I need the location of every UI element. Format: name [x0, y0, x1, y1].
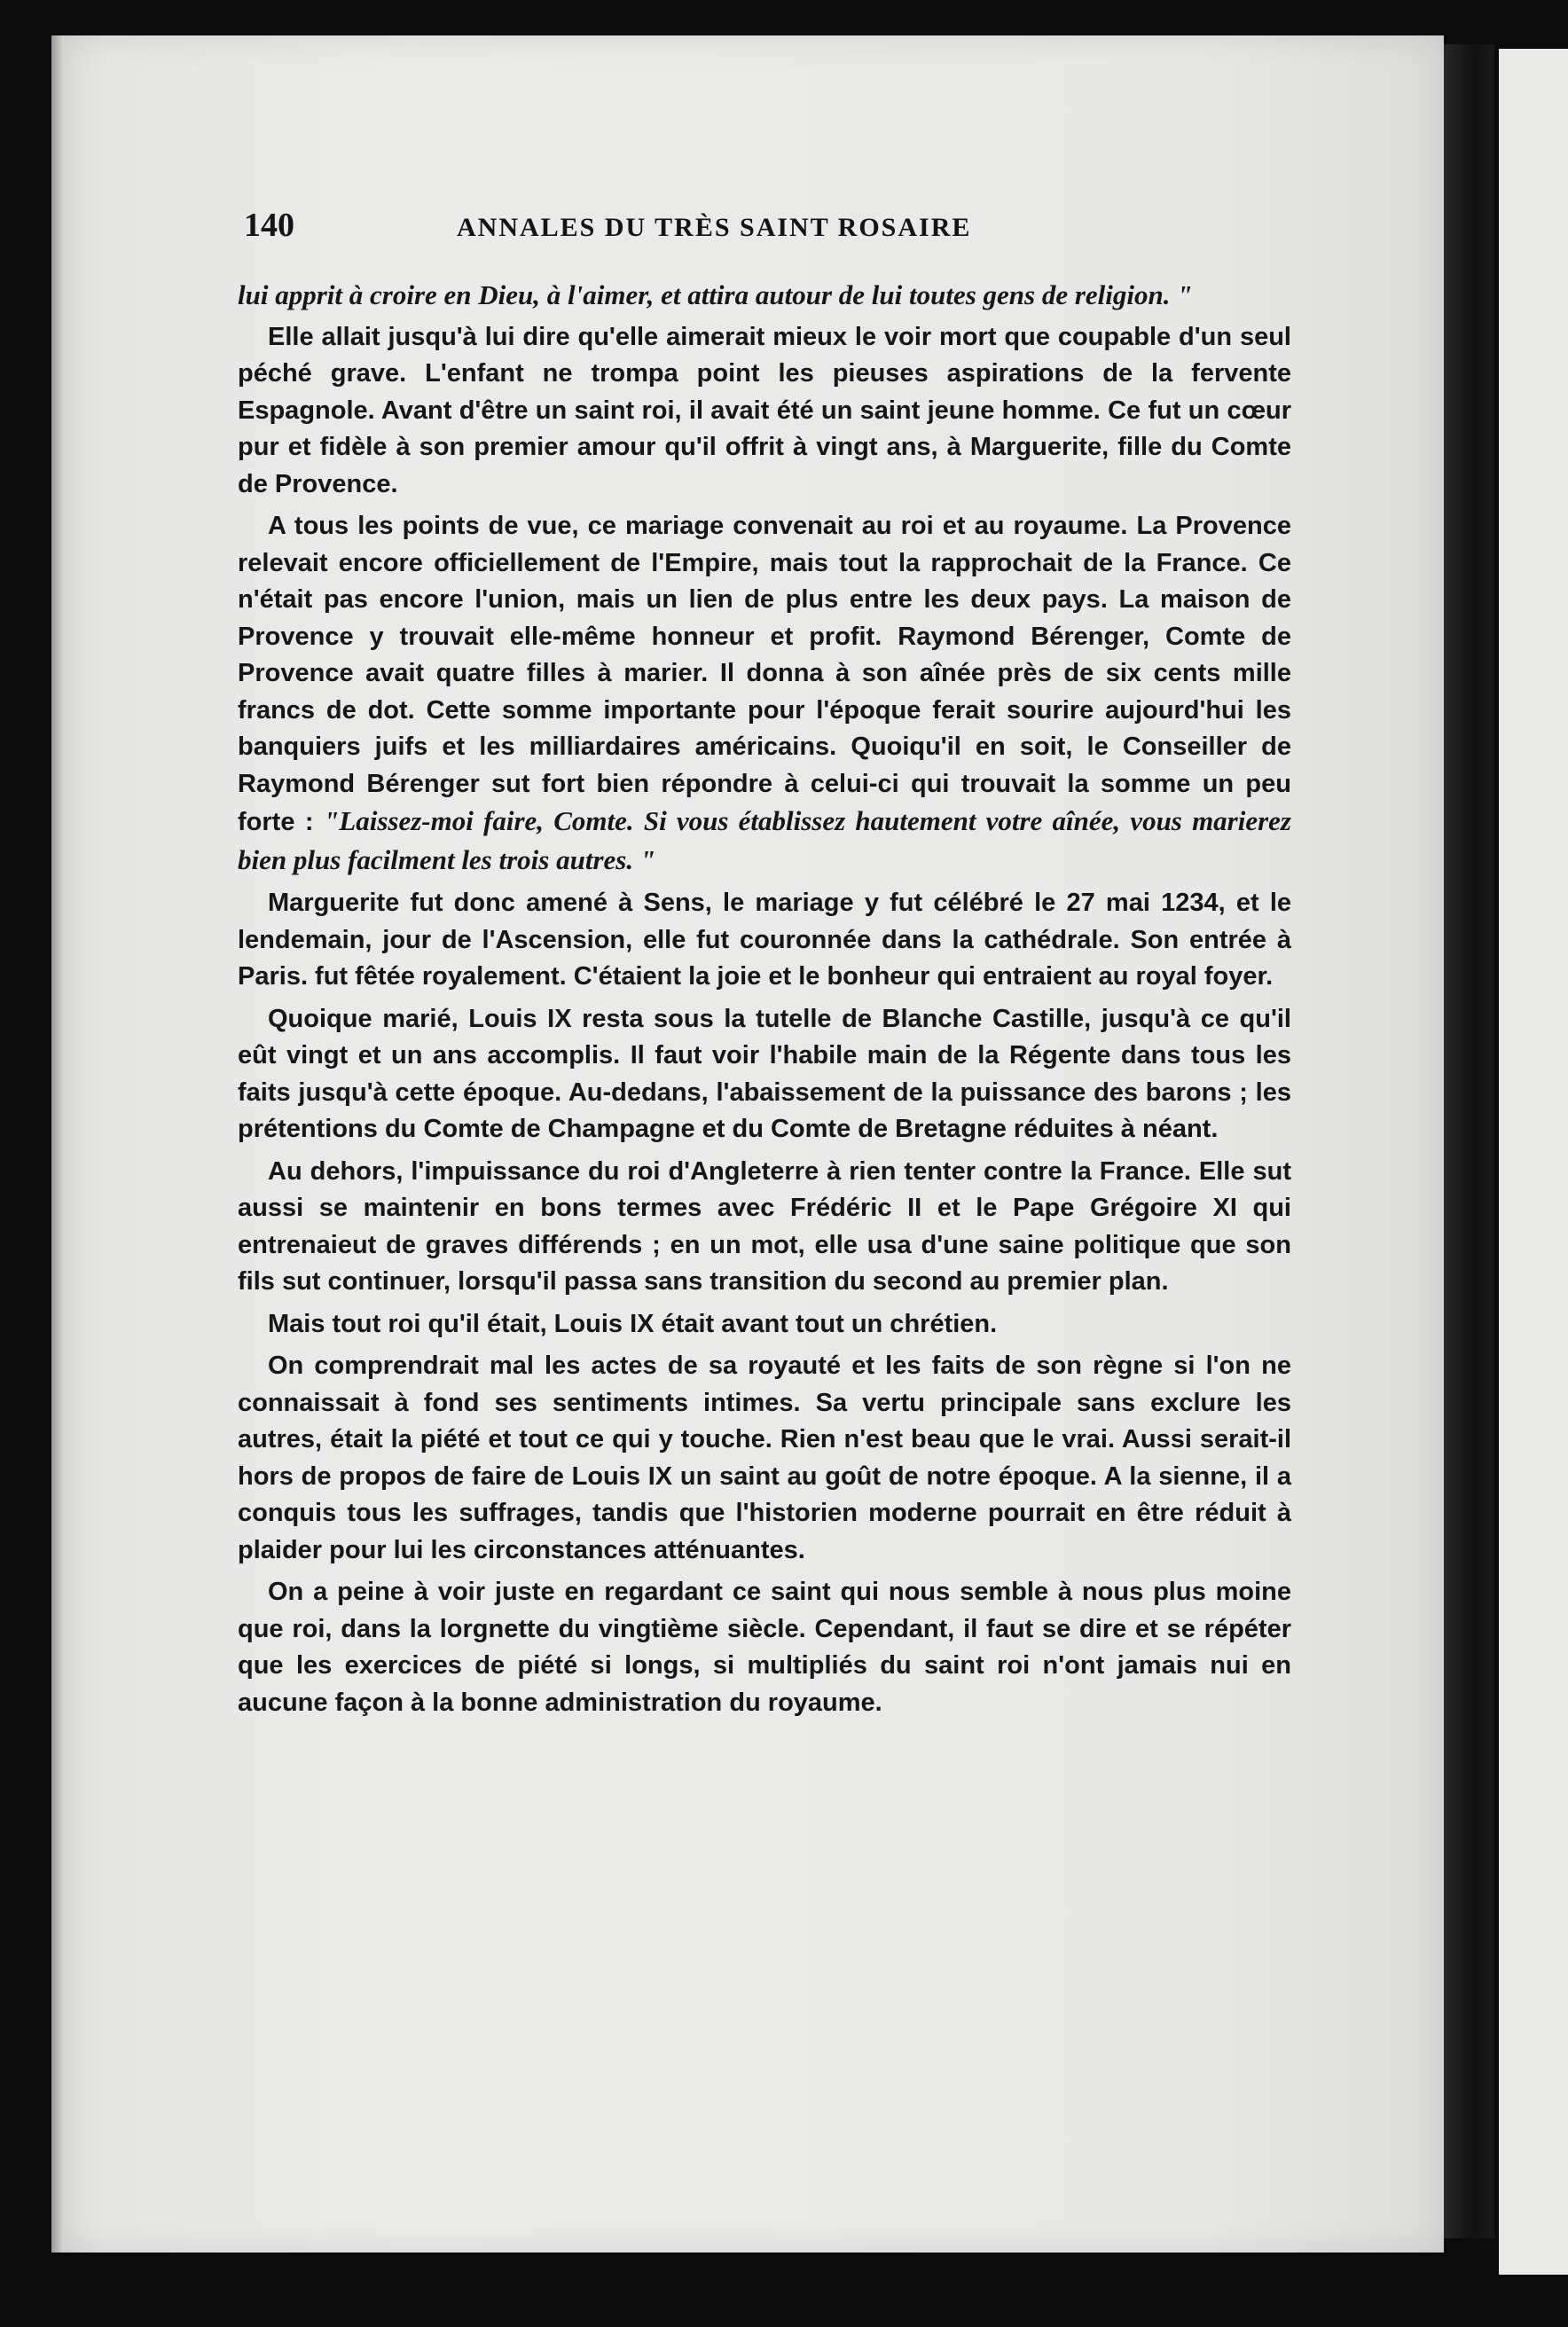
facing-page-edge: [1499, 49, 1568, 2275]
book-spine-shadow: [1441, 44, 1494, 2238]
paragraph: lui apprit à croire en Dieu, à l'aimer, et attira autour de lui toutes gens de religion. ": [238, 279, 1193, 310]
page-header: [244, 206, 1308, 259]
paragraph: Au dehors, l'impuissance du roi d'Angleterre à rien tenter contre la France. Elle sut aussi se maintenir en bons termes avec Frédéric II et le Pape Grégoire XI qui entrenaieut de graves différends ; en un mot, elle usa d'une saine politique que son fils sut continuer, lorsqu'il passa sans transition du second au premier plan.: [238, 1156, 1291, 1296]
italic-quote: "Laissez-moi faire, Comte. Si vous établissez hautement votre aînée, vous marierez bien plus facilment les trois autres. ": [238, 805, 1291, 875]
paragraph: Marguerite fut donc amené à Sens, le mariage y fut célébré le 27 mai 1234, et le lendemain, jour de l'Ascension, elle fut couronnée dans la cathédrale. Son entrée à Paris. fut fêtée royalement. C'étaient la joie et le bonheur qui entraient au royal foyer.: [238, 889, 1291, 991]
running-head: ANNALES DU TRÈS SAINT ROSAIRE: [457, 213, 972, 242]
paragraph: On a peine à voir juste en regardant ce saint qui nous semble à nous plus moine que roi, dans la lorgnette du vingtième siècle. Cependant, il faut se dire et se répéter que les exercices de piété si longs, si multipliés du saint roi n'ont jamais nui en aucune façon à la bonne administration du royaume.: [238, 1578, 1291, 1717]
paragraph-text: A tous les points de vue, ce mariage convenait au roi et au royaume. La Provence relevait encore officiellement de l'Empire, mais tout la rapprochait de la France. Ce n'était pas encore l'union, mais un lien de plus entre les deux pays. La maison de Provence y trouvait elle-même honneur et profit. Raymond Bérenger, Comte de Provence avait quatre filles à marier. Il donna à son aînée près de six cents mille francs de dot. Cette somme importante pour l'époque ferait sourire aujourd'hui les banquiers juifs et les milliardaires américains. Quoiqu'il en soit, le Conseiller de Raymond Bérenger sut fort bien répondre à celui-ci qui trouvait la somme un peu forte :: [238, 512, 1291, 836]
page-left-edge: [51, 35, 64, 2253]
body-text: [238, 277, 1291, 1727]
paragraph: On comprendrait mal les actes de sa royauté et les faits de son règne si l'on ne connaissait à fond ses sentiments intimes. Sa vertu principale sans exclure les autres, était la piété et tout ce qui y touche. Rien n'est beau que le vrai. Aussi serait-il hors de propos de faire de Louis IX un saint au goût de notre époque. A la sienne, il a conquis tous les suffrages, tandis que l'historien moderne pourrait en être réduit à plaider pour lui les circonstances atténuantes.: [238, 1352, 1291, 1564]
paragraph: [238, 508, 1291, 880]
paragraph: Mais tout roi qu'il était, Louis IX était avant tout un chrétien.: [268, 1309, 998, 1338]
paragraph: Elle allait jusqu'à lui dire qu'elle aimerait mieux le voir mort que coupable d'un seul péché grave. L'enfant ne trompa point les pieuses aspirations de la fervente Espagnole. Avant d'être un saint roi, il avait été un saint jeune homme. Ce fut un cœur pur et fidèle à son premier amour qu'il offrit à vingt ans, à Marguerite, fille du Comte de Provence.: [238, 322, 1291, 498]
paragraph: Quoique marié, Louis IX resta sous la tutelle de Blanche Castille, jusqu'à ce qu'il eût vingt et un ans accomplis. Il faut voir l'habile main de la Régente dans tous les faits jusqu'à cette époque. Au-dedans, l'abaissement de la puissance des barons ; les prétentions du Comte de Champagne et du Comte de Bretagne réduites à néant.: [238, 1004, 1291, 1143]
page-number: 140: [244, 207, 294, 244]
